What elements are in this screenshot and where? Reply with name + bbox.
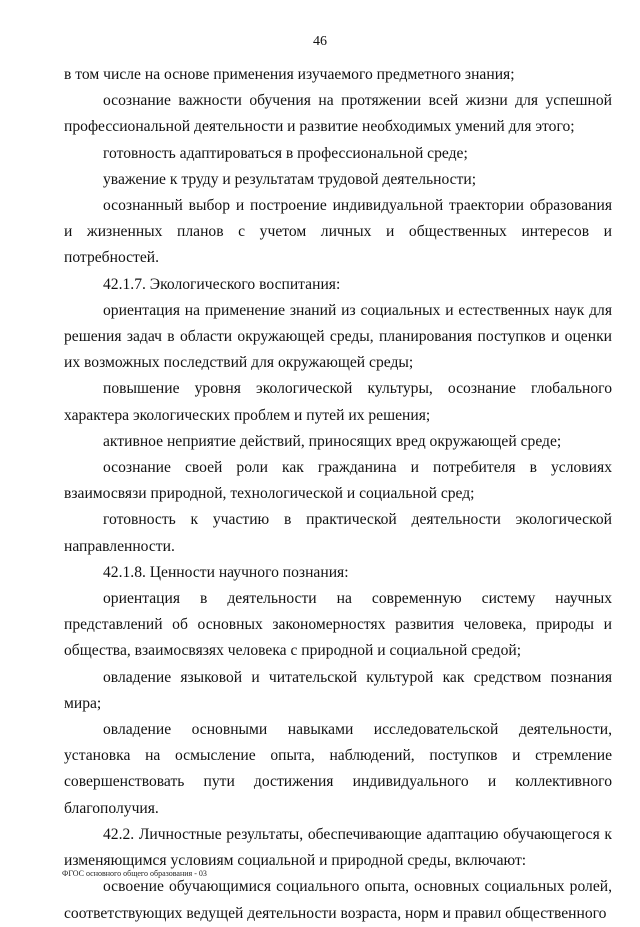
section-heading: 42.1.7. Экологического воспитания: [103,275,341,293]
section-heading: 42.2. Личностные результаты, обеспечивающие адаптацию обучающегося к изменяющимся условиям социальной и природной среды, включают: [64,825,612,870]
footer-text: ФГОС основного общего образования - 03 [62,869,207,878]
paragraph: овладение основными навыками исследовательской деятельности, установка на осмысление опыта, наблюдений, поступков и стремление совершенствовать пути достижения индивидуального и коллективного благополучия. [64,721,612,817]
paragraph: осознание важности обучения на протяжении всей жизни для успешной профессиональной деятельности и развитие необходимых умений для этого; [64,92,612,136]
paragraph: освоение обучающимися социального опыта, основных социальных ролей, соответствующих ведущей деятельности возраста, норм и правил общественного [64,878,612,922]
paragraph: активное неприятие действий, приносящих вред окружающей среде; [103,432,562,450]
document-body [64,62,612,927]
paragraph: готовность адаптироваться в профессиональной среде; [103,144,468,162]
paragraph: ориентация в деятельности на современную систему научных представлений об основных закономерностях развития человека, природы и общества, взаимосвязях человека с природной и социальной средой; [64,590,612,660]
paragraph: овладение языковой и читательской культурой как средством познания мира; [64,668,612,712]
paragraph: повышение уровня экологической культуры, осознание глобального характера экологических проблем и путей их решения; [64,380,612,424]
paragraph: осознанный выбор и построение индивидуальной траектории образования и жизненных планов с учетом личных и общественных интересов и потребностей. [64,197,612,267]
page-number: 46 [313,34,327,49]
paragraph: ориентация на применение знаний из социальных и естественных наук для решения задач в области окружающей среды, планирования поступков и оценки их возможных последствий для окружающей среды; [64,301,612,372]
paragraph: готовность к участию в практической деятельности экологической направленности. [64,511,612,555]
section-heading: 42.1.8. Ценности научного познания: [103,563,349,581]
paragraph: осознание своей роли как гражданина и потребителя в условиях взаимосвязи природной, технологической и социальной сред; [64,459,612,503]
paragraph: в том числе на основе применения изучаемого предметного знания; [64,66,515,83]
paragraph: уважение к труду и результатам трудовой деятельности; [103,170,477,188]
